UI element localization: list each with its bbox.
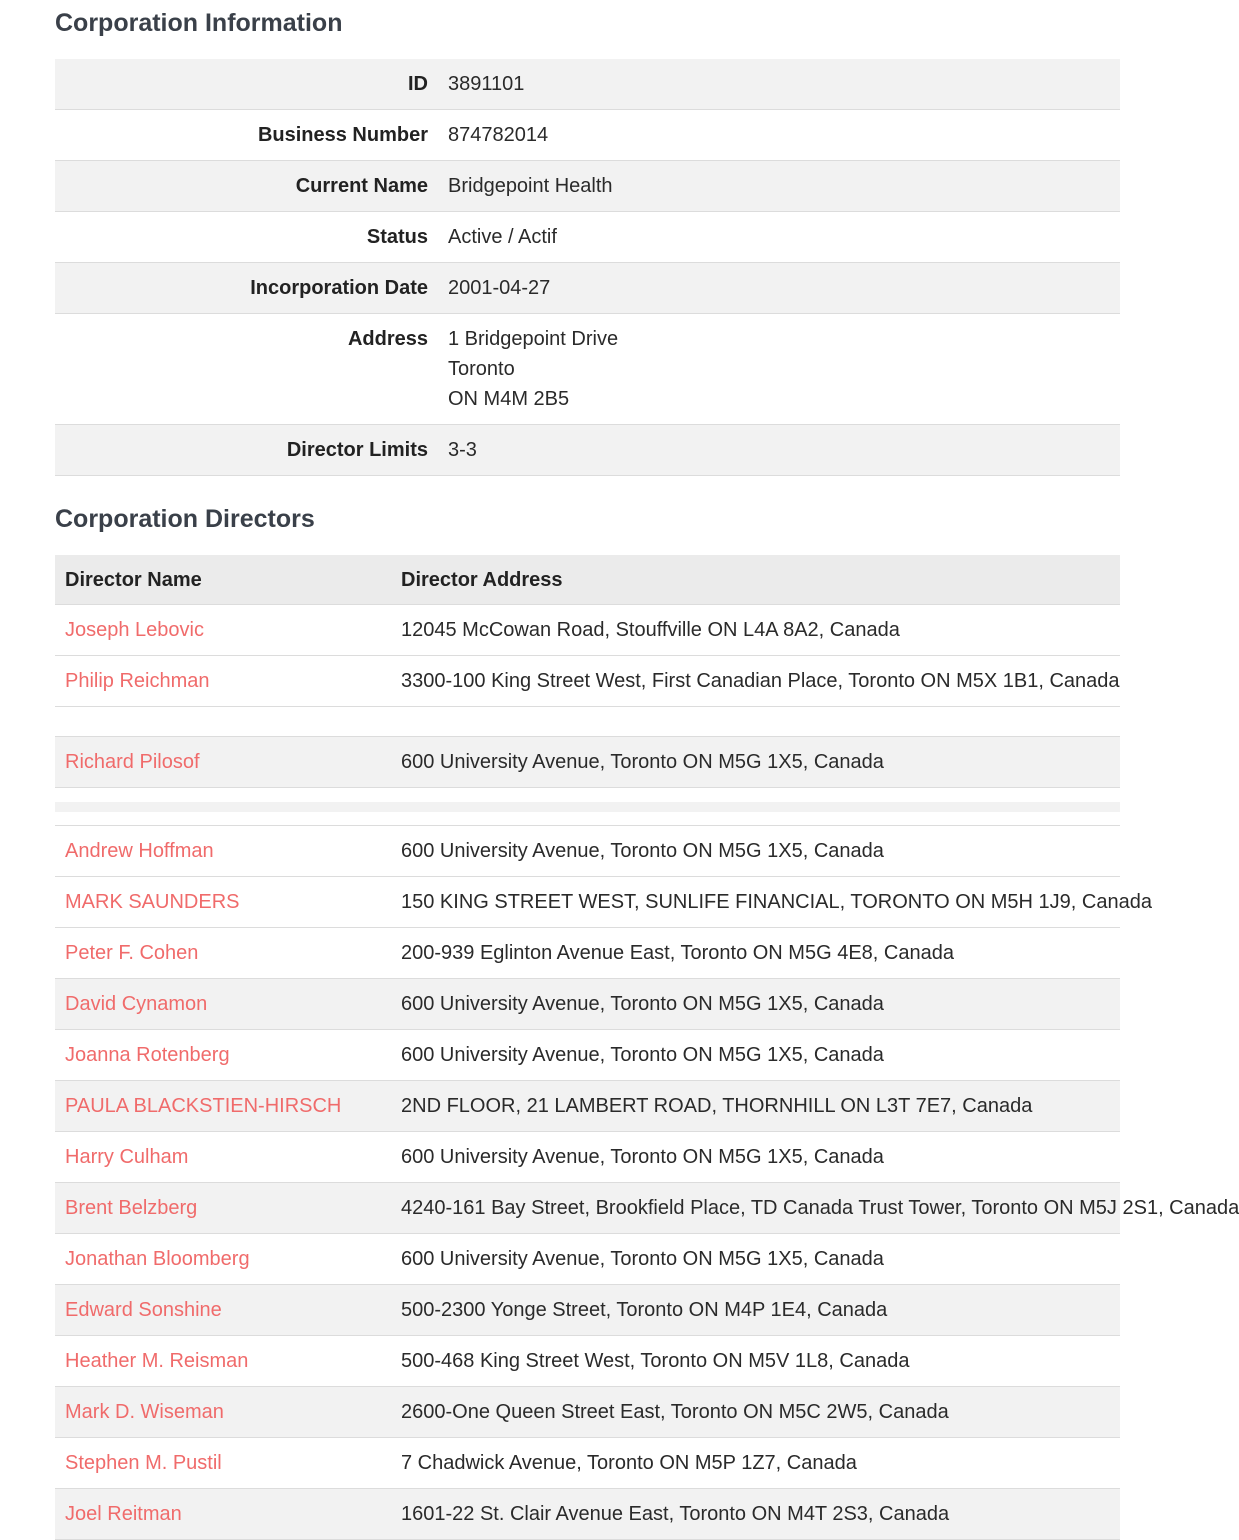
info-value: 2001-04-27 [448,277,551,299]
row-spacer [55,707,1120,737]
director-name-link[interactable]: Brent Belzberg [65,1197,198,1219]
table-row [55,928,1120,979]
director-name-link[interactable]: Joel Reitman [65,1503,182,1525]
table-row [55,1336,1120,1387]
director-name-link[interactable]: Heather M. Reisman [65,1350,249,1372]
director-name-link[interactable]: Andrew Hoffman [65,840,214,862]
info-row-id [55,59,1120,110]
director-name-link[interactable]: Stephen M. Pustil [65,1452,222,1474]
address-line: ON M4M 2B5 [448,388,570,410]
director-address: 500-468 King Street West, Toronto ON M5V 1L8, Canada [401,1350,910,1372]
table-row [55,826,1120,877]
info-label: Business Number [257,124,428,146]
info-value [448,314,618,424]
table-row [55,1489,1120,1540]
director-name-link[interactable]: Joseph Lebovic [65,619,204,641]
director-address: 4240-161 Bay Street, Brookfield Place, TD Canada Trust Tower, Toronto ON M5J 2S1, Canada [401,1197,1239,1219]
table-row [55,1285,1120,1336]
director-name-link[interactable]: MARK SAUNDERS [65,891,240,913]
directors-table-header [55,555,1120,605]
info-value: Bridgepoint Health [448,175,613,197]
directors-table [55,555,1239,1540]
table-row [55,1081,1120,1132]
director-address: 600 University Avenue, Toronto ON M5G 1X5, Canada [401,1044,884,1066]
table-row [55,877,1152,928]
director-name-link[interactable]: Jonathan Bloomberg [65,1248,250,1270]
director-address: 500-2300 Yonge Street, Toronto ON M4P 1E4, Canada [401,1299,888,1321]
director-address: 2ND FLOOR, 21 LAMBERT ROAD, THORNHILL ON L3T 7E7, Canada [401,1095,1033,1117]
info-row-business-number [55,110,1120,161]
director-address: 600 University Avenue, Toronto ON M5G 1X5, Canada [401,993,884,1015]
director-address: 200-939 Eglinton Avenue East, Toronto ON M5G 4E8, Canada [401,942,954,964]
table-row [55,1183,1239,1234]
table-row [55,979,1120,1030]
column-header-address: Director Address [401,569,563,591]
table-row [55,605,1120,656]
info-row-incorporation-date [55,263,1120,314]
director-address: 1601-22 St. Clair Avenue East, Toronto ON M4T 2S3, Canada [401,1503,950,1525]
corporation-information-heading: Corporation Information [55,9,343,37]
info-label: Status [366,226,428,248]
column-header-name: Director Name [65,569,202,591]
director-name-link[interactable]: Harry Culham [65,1146,189,1168]
info-value: 874782014 [448,124,549,146]
director-address: 600 University Avenue, Toronto ON M5G 1X5, Canada [401,1248,884,1270]
table-row [55,1438,1120,1489]
info-value: Active / Actif [448,226,557,248]
info-label: Director Limits [286,439,428,461]
table-row [55,1132,1120,1183]
director-name-link[interactable]: Philip Reichman [65,670,210,692]
info-label: Address [347,328,428,350]
info-row-current-name [55,161,1120,212]
table-row [55,1387,1120,1438]
director-name-link[interactable]: David Cynamon [65,993,208,1015]
director-address: 600 University Avenue, Toronto ON M5G 1X5, Canada [401,1146,884,1168]
director-name-link[interactable]: Richard Pilosof [65,751,200,773]
director-address: 3300-100 King Street West, First Canadian Place, Toronto ON M5X 1B1, Canada [401,670,1120,692]
table-row [55,737,1120,788]
corporation-directors-heading: Corporation Directors [55,505,315,533]
table-row [55,656,1120,707]
info-row-address [55,314,1120,425]
address-line: 1 Bridgepoint Drive [448,328,619,350]
info-row-director-limits [55,425,1120,476]
director-address: 600 University Avenue, Toronto ON M5G 1X5, Canada [401,751,884,773]
info-row-status [55,212,1120,263]
director-name-link[interactable]: PAULA BLACKSTIEN-HIRSCH [65,1095,342,1117]
info-value: 3-3 [448,439,477,461]
row-spacer [55,802,1120,826]
director-address: 150 KING STREET WEST, SUNLIFE FINANCIAL, TORONTO ON M5H 1J9, Canada [401,891,1152,913]
table-row [55,1234,1120,1285]
info-value: 3891101 [448,73,525,95]
director-name-link[interactable]: Mark D. Wiseman [65,1401,224,1423]
director-address: 600 University Avenue, Toronto ON M5G 1X5, Canada [401,840,884,862]
address-line: Toronto [448,358,515,380]
director-name-link[interactable]: Edward Sonshine [65,1299,222,1321]
corporation-info-table [55,59,1120,476]
director-name-link[interactable]: Joanna Rotenberg [65,1044,230,1066]
info-label: Current Name [295,175,428,197]
table-row [55,1030,1120,1081]
director-name-link[interactable]: Peter F. Cohen [65,942,199,964]
info-label: ID [408,73,428,95]
director-address: 12045 McCowan Road, Stouffville ON L4A 8A2, Canada [401,619,900,641]
info-label: Incorporation Date [250,277,428,299]
director-address: 7 Chadwick Avenue, Toronto ON M5P 1Z7, Canada [401,1452,857,1474]
director-address: 2600-One Queen Street East, Toronto ON M5C 2W5, Canada [401,1401,949,1423]
